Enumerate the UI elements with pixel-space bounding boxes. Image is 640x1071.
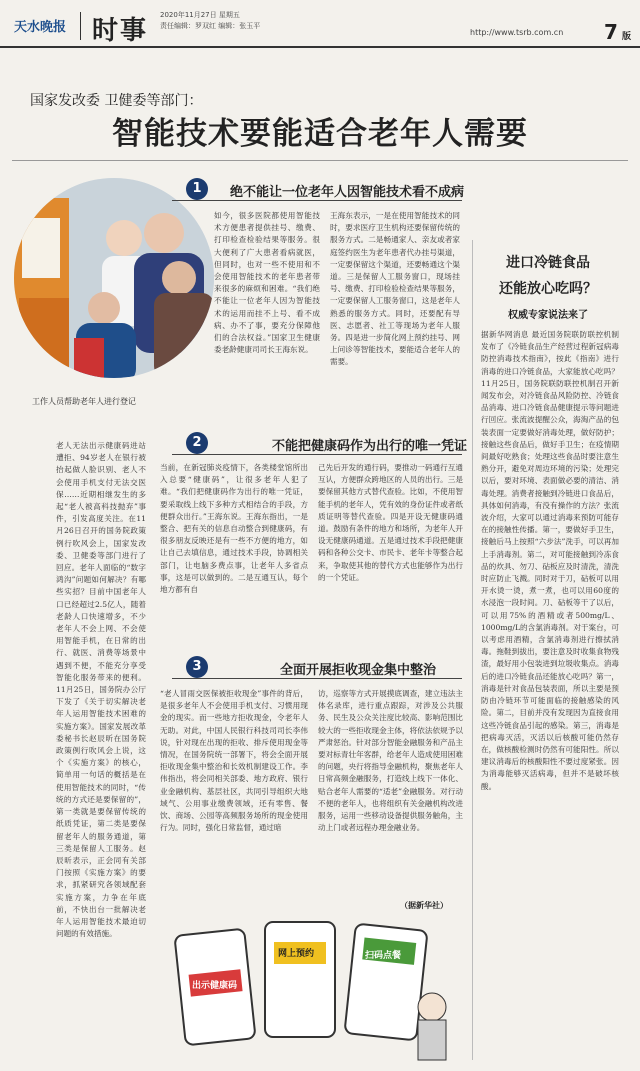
paper-name: 天水晚报	[14, 20, 67, 35]
lead-text: 老人无法出示健康码进站遭拒、94岁老人在银行被抬起做人脸识别、老人不会使用手机支付无法交医保……近期相继发生的多起“老人被高科技抛弃”事件，引发高度关注。在11月26日召开的国务院政策例行吹风会上，国家发改委、卫健委等部门进行了回应。老年人面临的“数字鸿沟”问题如何解决？有哪些实招？目前中国老年人口已经超过2.5亿人，随着老龄人口快速增多，不少老年人不会上网、不会使用智能手机，在日常的出行、就医、消费等场景中遇到不便，不能充分享受智能化服务带来的便利。11月25日，国务院办公厅下发了《关于切实解决老年人运用智能技术困难的实施方案》。国家发展改革委秘书长赵辰昕在国务院政策例行吹风会上说，这个《实施方案》的核心，简单用一句话的概括是在使用智能技术的同时，“传统的方式还是要保留的”，第一类就是要保留传统的纸质凭证，第二类是要保留老年人的服务通道，第三类是保留人工服务。赵辰昕表示，正会同有关部门按照《实施方案》的要求，抓紧研究各领域配套实施方案，力争在年底前，不快出台一批解决老年人运用智能技术最迫切问题的有效措施。	[56, 441, 146, 939]
page-number: 7	[604, 20, 618, 44]
sidebar-title-line1: 进口冷链食品	[506, 255, 590, 271]
section-1-col1: 如今，很多医院都使用智能技术方便患者提供挂号、缴费、打印检查检验结果等服务。很大便利了广大患者看病就医，但同时，也对一些不使用和不会使用智能技术的老年患者带来很多的麻烦和困难。“我们绝不能让一位老年人因为智能技术的运用而挂不上号、看不成病、办不了事，要充分保障他们的合法权益。”国家卫生健康委老龄健康司司长王海东说。	[214, 211, 320, 355]
page-suffix: 版	[622, 32, 632, 42]
section-2-col2: 己先后开发的通行码，要推动一码通行互通互认，方便群众跨地区的人员的出行。三是要保留其他方式替代查验。比如，不使用智能手机的老年人，凭有效的身份证件或者纸质证明等替代查验。四是开设无健康码通道。鼓励有条件的地方和场所，为老年人开设无健康码通道。五是通过技术手段把健康码和各种公交卡、市民卡、老年卡等整合起来，争取使其他的替代方式也能够作为出行的一个凭证。	[318, 463, 463, 582]
section-1-col2: 王海东表示，一是在使用智能技术的同时，要求医疗卫生机构还要保留传统的服务方式。二是畅通家人、亲友或者家庭签约医生为老年患者代办挂号渠道，一定要保留这个渠道，还要畅通这个渠道。三是保留人工服务窗口，现场挂号、缴费、打印检验检查结果等服务，一定要保留人工服务窗口，这是老年人熟悉的服务方式。同时，还要配有导医、志愿者、社工等现场为老年人服务。四是进一步简化网上预约挂号、网上问诊等智能技术，要能适合老年人的需要。	[330, 211, 460, 367]
section-2-title: 不能把健康码作为出行的唯一凭证	[272, 439, 468, 454]
section-title: 时事	[92, 16, 149, 46]
dateline	[160, 10, 260, 32]
headline: 智能技术要能适合老年人需要	[112, 116, 528, 152]
cartoon-label-1: 出示健康码	[192, 981, 238, 991]
kicker: 国家发改委 卫健委等部门：	[30, 93, 203, 109]
section-1-title: 绝不能让一位老年人因智能技术看不成病	[230, 185, 465, 200]
designer: 编辑：张玉平	[218, 22, 261, 30]
sidebar	[472, 240, 623, 1060]
photo-caption: 工作人员帮助老年人进行登记	[32, 397, 136, 406]
section-2-col1: 当前，在新冠肺炎疫情下，各类楼堂馆所出入总要“健康码”，让很多老年人犯了难。“我们把健康码作为出行的唯一凭证，要采取线上线下多种方式相结合的手段，方便群众出行。”王海东说。王海东指出，一是整合、把有关的信息自动整合到健康码，有很多朋友反映还是有一些不方便的地方，如让自己去填信息，通过技术手段，协调相关部门，让电脑多费点事，让老年人多省点事，这是可以做到的。二是互通互认，每个地方都有自	[160, 463, 308, 595]
photo-illustration	[14, 178, 214, 378]
section-2-number: 2	[186, 432, 208, 454]
section-3-title: 全面开展拒收现金集中整治	[280, 663, 437, 678]
cartoon-illustration	[170, 912, 465, 1062]
section-3-col1: “老人冒雨交医保被拒收现金”事件的背后，是很多老年人不会使用手机支付、习惯用现金的现实。而一些地方拒收现金，令老年人无助。对此，中国人民银行科技司司长李伟说，针对现在出现的拒收、排斥使用现金等情况，在国务院统一部署下，将会全面开展拒收现金集中整治和长效机制建设工作。李伟指出，将会同相关部委、地方政府、银行业金融机构、基层社区，共同引导组织大地域气、公用事业缴费领域，还有零售、餐饮、商场、公园等高频服务场所的现金使用行为。同时，强化日常监督，通过暗	[160, 689, 308, 833]
section-3-number: 3	[186, 656, 208, 678]
source-credit: （据新华社）	[400, 900, 448, 910]
masthead-divider	[80, 12, 81, 40]
cartoon-label-3: 扫码点餐	[365, 951, 402, 961]
section-1-header	[172, 178, 465, 201]
section-2-header	[172, 432, 468, 455]
section-1-number: 1	[186, 178, 208, 200]
issue-date: 2020年11月27日 星期五	[160, 11, 240, 19]
sidebar-subtitle: 权威专家说法来了	[508, 310, 588, 321]
editor: 责任编辑：罗双红	[160, 22, 216, 30]
section-3-header	[172, 656, 462, 679]
editor-credits	[160, 21, 260, 32]
cartoon-label-2: 网上预约	[278, 949, 315, 959]
news-photo	[14, 178, 214, 378]
section-3-col2: 访，巡察等方式开展摸底调查，建立违法主体名录库，进行重点跟踪，对涉及公共服务、民生及公众关注度比较高、影响范围比较大的一些拒收现金主体，将依法依规予以严肃惩治。针对部分智能金融服务和产品主要对标青壮年客群，给老年人造成使用困难的问题，央行将指导金融机构，聚焦老年人日常高频金融服务，打造线上线下一体化、贴合老年人需要的“适老”金融服务。对行动不便的老年人，也将组织有关金融机构改进服务，运用一些移动设备提供服务触角，主动上门或者远程办理金融业务。	[318, 689, 463, 833]
sidebar-body: 据新华网消息 最近国务院联防联控机制发布了《冷链食品生产经营过程新冠病毒防控消毒技术指南》，按此《指南》进行消毒的进口冷链食品，大家能放心吃吗？11月25日，国务院联防联控机制召开新闻发布会，对冷链食品风险防控、冷链食品消毒、进口冷链食品健康提示等问题进行回应。张流波提醒公众，海淘产品的包装表面一定要做好消毒处理，做好防护；接触这些食品后，做好手卫生；在疫情期间最好吃熟食；处理这些食品时要注意生熟分开，避免对周边环境的污染；处理完以后，要对环境、表面做必要的清洁、消毒处理。消费者接触到冷链进口食品后，具体如何消毒，有没有操作的方法？张流波介绍，大家可以通过消毒来预防可能存在的接触性传播。第一，要做好手卫生，接触后马上按照“六步法”洗手，可以再加上手消毒剂。第二，对可能接触到冷冻食品的炊具、勿刀、砧板应及时清洗，清洗时应防止飞溅。同时对于刀，砧板可以用开水烫一烫，煮一煮，也可以用60度的水浸泡一段时间。刀、砧板等干了以后，可以用75%的酒精或者500mg/L、1000mg/L的含氯消毒剂。对于案台，可以考虑用酒精，含氯消毒剂进行擦拭消毒。拖鞋到拔出，要注意及时收集食物残渣，最好用小包装进到垃圾收集点。消毒后的进口冷链食品还能放心吃吗？第一，消毒是针对食品包装表面，所以主要是预防由冷链环节可能面临的接触感染的风险。第二，目前并没有发现因为直接食用这些冷链食品引起的感染。第三，消毒是把病毒灭活，灭活以后核酸可能仍然存在，做核酸检测时仍然有可能阳性。所以建议消毒后的核酸阳性不要过度紧张。因为消毒能够灭活病毒，但并不是破坏核酸。	[481, 330, 619, 791]
masthead	[0, 0, 640, 48]
sidebar-title-line2: 还能放心吃吗？	[499, 281, 597, 297]
headline-rule	[12, 160, 628, 161]
website[interactable]: http://www.tsrb.com.cn	[470, 28, 564, 37]
